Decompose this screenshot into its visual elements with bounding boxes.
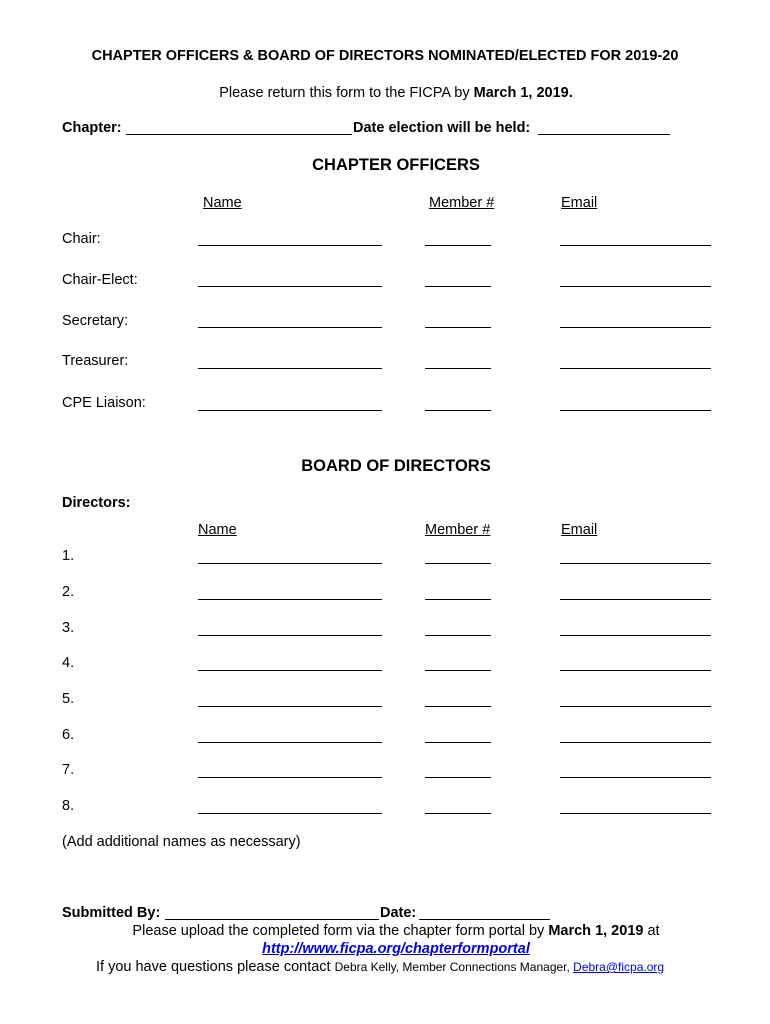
role-label: Treasurer: <box>62 353 129 369</box>
email-field[interactable] <box>560 635 711 636</box>
submitted-by-label: Submitted By: <box>62 905 161 921</box>
return-instruction <box>0 85 770 101</box>
row-number: 8. <box>62 798 75 814</box>
email-field[interactable] <box>560 742 711 743</box>
name-field[interactable] <box>198 410 382 411</box>
name-field[interactable] <box>198 706 382 707</box>
member-number-field[interactable] <box>425 670 491 671</box>
role-label: Secretary: <box>62 313 129 329</box>
member-number-field[interactable] <box>425 245 491 246</box>
instruction-prefix: Please return this form to the FICPA by <box>219 85 474 101</box>
name-field[interactable] <box>198 635 382 636</box>
name-field[interactable] <box>198 245 382 246</box>
chapter-field[interactable] <box>126 134 352 135</box>
email-field[interactable] <box>560 327 711 328</box>
email-field[interactable] <box>560 368 711 369</box>
contact-name-title: Debra Kelly, Member Connections Manager, <box>334 960 574 974</box>
contact-email-domain: @ficpa.org <box>605 960 665 974</box>
row-number: 6. <box>62 727 75 743</box>
member-number-field[interactable] <box>425 563 491 564</box>
name-field[interactable] <box>198 813 382 814</box>
name-field[interactable] <box>198 327 382 328</box>
upload-prefix: Please upload the completed form via the chapter form portal by <box>132 923 549 939</box>
member-number-field[interactable] <box>425 286 491 287</box>
member-number-field[interactable] <box>425 813 491 814</box>
row-number: 5. <box>62 691 75 707</box>
upload-suffix: at <box>643 923 660 939</box>
email-field[interactable] <box>560 286 711 287</box>
instruction-deadline: March 1, 2019. <box>473 85 573 101</box>
member-number-field[interactable] <box>425 599 491 600</box>
row-number: 4. <box>62 655 75 671</box>
member-number-field[interactable] <box>425 410 491 411</box>
questions-prefix: If you have questions please contact <box>96 959 335 975</box>
email-field[interactable] <box>560 599 711 600</box>
role-label: CPE Liaison: <box>62 395 146 411</box>
board-member-header: Member # <box>425 522 491 538</box>
election-date-field[interactable] <box>538 134 670 135</box>
name-field[interactable] <box>198 368 382 369</box>
row-number: 3. <box>62 620 75 636</box>
board-name-header: Name <box>198 522 237 538</box>
role-label: Chair-Elect: <box>62 272 138 288</box>
directors-label: Directors: <box>62 495 131 511</box>
row-number: 1. <box>62 548 75 564</box>
contact-email-user: Debra <box>573 960 606 974</box>
member-number-field[interactable] <box>425 635 491 636</box>
email-field[interactable] <box>560 777 711 778</box>
portal-link[interactable]: http://www.ficpa.org/chapterformportal <box>262 941 530 957</box>
form-title: CHAPTER OFFICERS & BOARD OF DIRECTORS NOMINATED/ELECTED FOR 2019-20 <box>91 48 679 64</box>
member-number-field[interactable] <box>425 777 491 778</box>
contact-email[interactable] <box>573 960 664 974</box>
email-field[interactable] <box>560 706 711 707</box>
member-number-field[interactable] <box>425 742 491 743</box>
email-field[interactable] <box>560 563 711 564</box>
member-number-field[interactable] <box>425 706 491 707</box>
officers-heading: CHAPTER OFFICERS <box>312 156 480 174</box>
board-heading: BOARD OF DIRECTORS <box>301 457 491 475</box>
member-number-field[interactable] <box>425 368 491 369</box>
name-field[interactable] <box>198 777 382 778</box>
chapter-label: Chapter: <box>62 120 122 136</box>
portal-link-line <box>0 941 770 957</box>
role-label: Chair: <box>62 231 101 247</box>
election-date-label: Date election will be held: <box>353 120 531 136</box>
upload-deadline: March 1, 2019 <box>548 923 644 939</box>
name-field[interactable] <box>198 742 382 743</box>
email-field[interactable] <box>560 670 711 671</box>
submitted-by-field[interactable] <box>165 919 379 920</box>
board-email-header: Email <box>561 522 598 538</box>
name-field[interactable] <box>198 286 382 287</box>
member-number-field[interactable] <box>425 327 491 328</box>
email-field[interactable] <box>560 245 711 246</box>
officers-member-header: Member # <box>429 195 495 211</box>
email-field[interactable] <box>560 410 711 411</box>
name-field[interactable] <box>198 563 382 564</box>
additional-names-note: (Add additional names as necessary) <box>62 834 301 850</box>
officers-name-header: Name <box>203 195 242 211</box>
name-field[interactable] <box>198 599 382 600</box>
upload-instruction <box>0 923 770 939</box>
date-label: Date: <box>380 905 417 921</box>
email-field[interactable] <box>560 813 711 814</box>
name-field[interactable] <box>198 670 382 671</box>
date-field[interactable] <box>419 919 550 920</box>
questions-line <box>96 959 664 975</box>
officers-email-header: Email <box>561 195 598 211</box>
row-number: 2. <box>62 584 75 600</box>
row-number: 7. <box>62 762 75 778</box>
